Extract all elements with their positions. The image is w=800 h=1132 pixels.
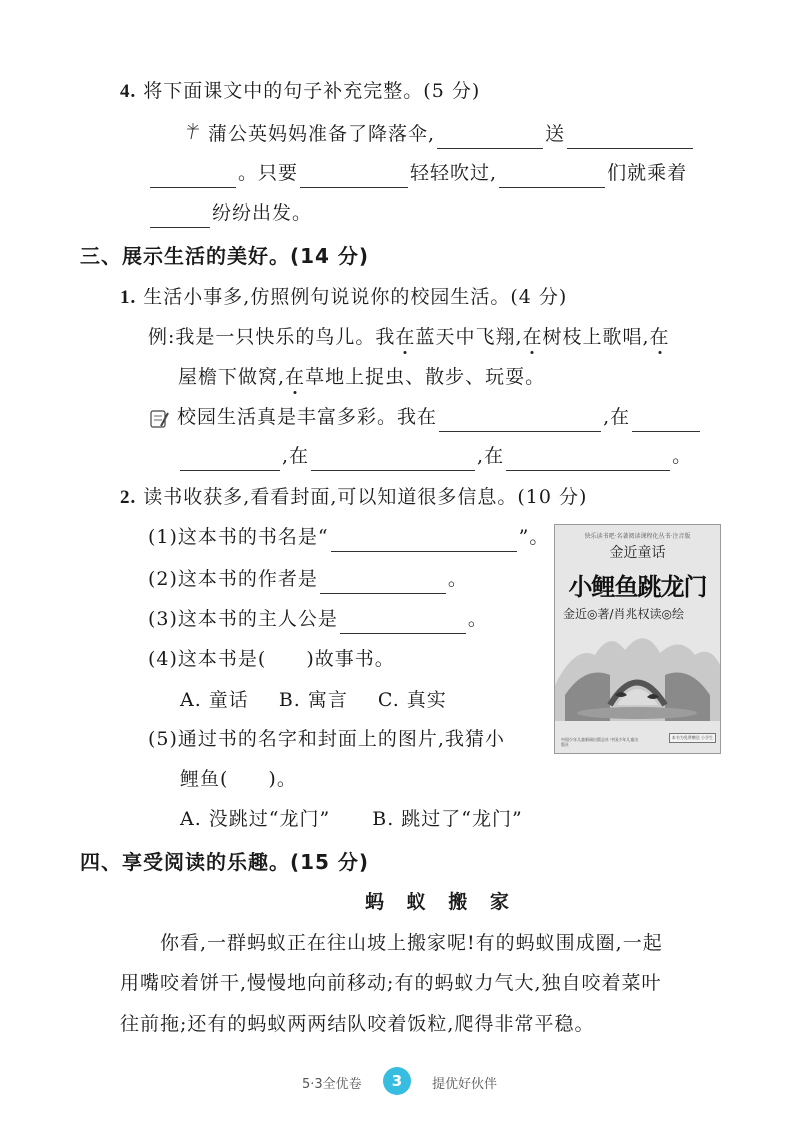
cover-series: 快乐读书吧·名著阅读课程化丛书·注音版 bbox=[584, 533, 691, 540]
comma-zai-3: ,在 bbox=[477, 445, 505, 467]
s3-q1-example-line2 bbox=[178, 362, 545, 392]
section3-heading: 三、展示生活的美好。(14 分) bbox=[80, 244, 370, 268]
answer-period: 。 bbox=[672, 445, 693, 467]
q4-number: 4. bbox=[120, 81, 137, 102]
q4-line1-a: 蒲公英妈妈准备了降落伞, bbox=[208, 123, 436, 145]
q2-s4-option-b[interactable]: B. 寓言 bbox=[278, 689, 348, 711]
q4-line2 bbox=[148, 158, 687, 188]
s3-q1-prompt: 生活小事多,仿照例句说说你的校园生活。(4 分) bbox=[143, 286, 568, 308]
cover-publisher: 中国少年儿童新闻出版总社 中国少年儿童出版社 bbox=[561, 737, 639, 747]
q4-prompt-line bbox=[120, 76, 480, 107]
s3-q1-blank-3[interactable] bbox=[180, 448, 280, 471]
q4-line2-c: 们就乘着 bbox=[607, 162, 688, 184]
q4-line1 bbox=[185, 119, 695, 149]
s3-q1-answer-line1 bbox=[148, 402, 702, 432]
story-line-1: 你看,一群蚂蚁正在往山坡上搬家呢!有的蚂蚁围成圈,一起 bbox=[160, 932, 663, 954]
example-mid1: 蓝天中飞翔, bbox=[415, 326, 523, 348]
q2-s4-option-a[interactable]: A. 童话 bbox=[180, 689, 249, 711]
cover-stamp: 本书为免费赠送 小学生 bbox=[669, 733, 716, 743]
q2-s4-options bbox=[180, 685, 447, 715]
q2-s5-options bbox=[180, 804, 523, 834]
s3-q1-number: 1. bbox=[120, 287, 137, 308]
cover-series-name: 金近童话 bbox=[609, 545, 666, 561]
q2-s3 bbox=[148, 604, 488, 634]
example-pre: 我是一只快乐的鸟儿。我 bbox=[175, 326, 396, 348]
book-cover bbox=[554, 524, 721, 754]
page-footer bbox=[0, 1066, 800, 1096]
q4-line3-text: 纷纷出发。 bbox=[212, 202, 313, 224]
q2-s4 bbox=[148, 644, 395, 674]
q4-line2-a: 。只要 bbox=[238, 162, 299, 184]
s3-q1-blank-2[interactable] bbox=[632, 409, 700, 432]
example-mid2: 树枝上歌唱, bbox=[542, 326, 650, 348]
q2-s4-post: )故事书。 bbox=[306, 648, 395, 670]
q2-s4-option-c[interactable]: C. 真实 bbox=[377, 689, 447, 711]
q2-s5-line2 bbox=[180, 764, 297, 794]
q4-blank-4[interactable] bbox=[300, 165, 408, 188]
pencil-icon bbox=[148, 408, 170, 428]
footer-brand: 5·3全优卷 bbox=[302, 1077, 362, 1092]
q4-line2-b: 轻轻吹过, bbox=[410, 162, 498, 184]
emph-zai-4: 在 bbox=[285, 366, 306, 388]
q2-s3-period: 。 bbox=[467, 608, 488, 630]
cover-byline: 金近◎著/肖兆权读◎绘 bbox=[563, 607, 684, 621]
emph-zai-1: 在 bbox=[395, 326, 416, 348]
q2-s1-blank[interactable] bbox=[331, 529, 517, 552]
q4-blank-2[interactable] bbox=[567, 126, 693, 149]
q4-prompt: 将下面课文中的句子补充完整。(5 分) bbox=[143, 80, 481, 102]
q2-s1-pre: (1)这本书的书名是“ bbox=[148, 526, 329, 548]
example-line2-pre: 屋檐下做窝, bbox=[178, 366, 286, 388]
q2-s2 bbox=[148, 564, 468, 594]
q2-s5-option-b[interactable]: B. 跳过了“龙门” bbox=[372, 808, 523, 830]
s3-q1-blank-5[interactable] bbox=[506, 448, 670, 471]
section4-heading: 四、享受阅读的乐趣。(15 分) bbox=[80, 850, 370, 874]
s3-q1-blank-1[interactable] bbox=[439, 409, 601, 432]
q4-blank-6[interactable] bbox=[150, 205, 210, 228]
cover-title: 小鲤鱼跳龙门 bbox=[568, 573, 707, 601]
q4-line1-b: 送 bbox=[545, 123, 566, 145]
emph-zai-3: 在 bbox=[649, 326, 670, 348]
q2-s5-option-a[interactable]: A. 没跳过“龙门” bbox=[180, 808, 331, 830]
story-title: 蚂 蚁 搬 家 bbox=[365, 891, 517, 913]
s3-q2-prompt-line bbox=[120, 482, 587, 513]
q2-s5-post: )。 bbox=[268, 768, 297, 790]
q2-s2-period: 。 bbox=[447, 568, 468, 590]
q4-blank-5[interactable] bbox=[499, 165, 605, 188]
s3-q1-blank-4[interactable] bbox=[311, 448, 475, 471]
s3-q2-prompt: 读书收获多,看看封面,可以知道很多信息。(10 分) bbox=[143, 486, 588, 508]
comma-zai-1: ,在 bbox=[603, 406, 631, 428]
page-number-badge: 3 bbox=[383, 1067, 411, 1095]
story-line-2: 用嘴咬着饼干,慢慢地向前移动;有的蚂蚁力气大,独自咬着菜叶 bbox=[120, 972, 662, 994]
q2-s1 bbox=[148, 522, 549, 552]
example-label: 例: bbox=[148, 326, 176, 348]
emph-zai-2: 在 bbox=[522, 326, 543, 348]
q2-s2-blank[interactable] bbox=[320, 571, 446, 594]
dandelion-icon bbox=[185, 119, 201, 137]
q2-s4-pre: (4)这本书是( bbox=[148, 648, 267, 670]
cover-illustration bbox=[555, 625, 720, 721]
comma-zai-2: ,在 bbox=[282, 445, 310, 467]
s3-q1-answer-line2 bbox=[178, 441, 692, 471]
footer-slogan: 提优好伙伴 bbox=[432, 1077, 498, 1092]
story-line-3: 往前拖;还有的蚂蚁两两结队咬着饭粒,爬得非常平稳。 bbox=[120, 1013, 595, 1035]
s3-q1-example-line1 bbox=[148, 322, 670, 352]
s3-q2-number: 2. bbox=[120, 487, 137, 508]
q4-line3 bbox=[148, 198, 312, 228]
q2-s1-post: ”。 bbox=[518, 526, 550, 548]
q2-s2-text: (2)这本书的作者是 bbox=[148, 568, 318, 590]
example-line2-post: 草地上捉虫、散步、玩耍。 bbox=[305, 366, 546, 388]
answer-line1-text: 校园生活真是丰富多彩。我在 bbox=[177, 406, 438, 428]
q2-s5-pre: 鲤鱼( bbox=[180, 768, 229, 790]
s3-q1-prompt-line bbox=[120, 282, 567, 313]
q4-blank-3[interactable] bbox=[150, 165, 236, 188]
q2-s3-text: (3)这本书的主人公是 bbox=[148, 608, 338, 630]
q4-blank-1[interactable] bbox=[437, 126, 543, 149]
q2-s5-line1: (5)通过书的名字和封面上的图片,我猜小 bbox=[148, 728, 505, 750]
q2-s3-blank[interactable] bbox=[340, 611, 466, 634]
